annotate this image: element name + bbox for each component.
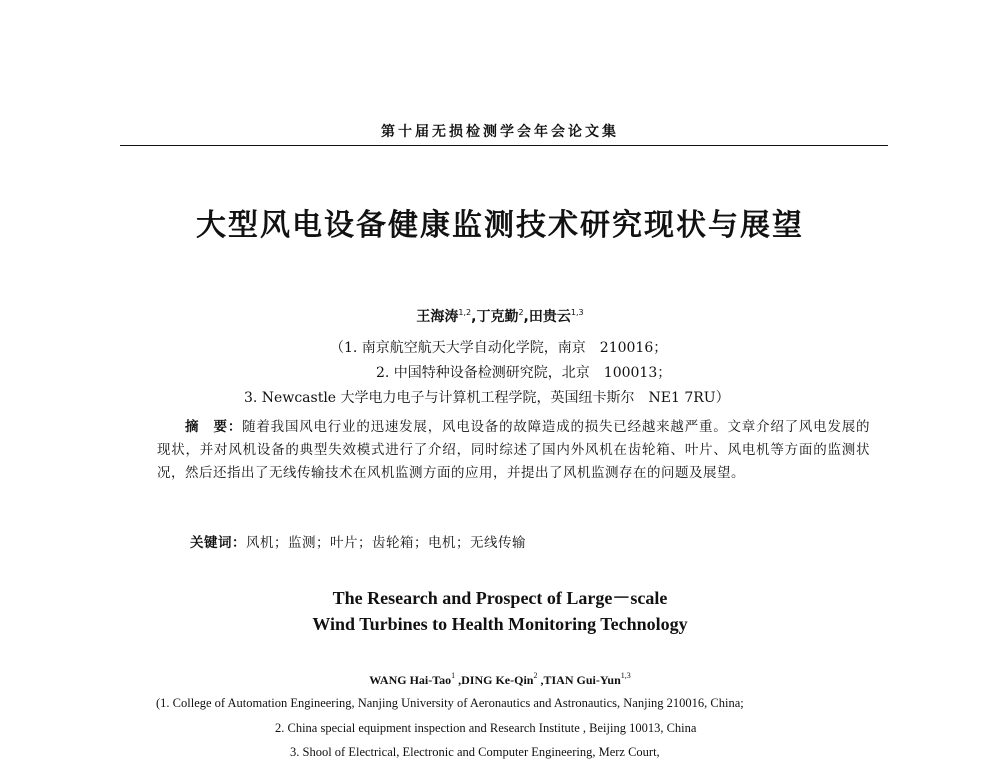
affiliation-en: 2. China special equipment inspection and Research Institute , Beijing 10013, China bbox=[275, 721, 697, 735]
author-affiliation-mark: 2 bbox=[533, 671, 538, 680]
paper-title-cn: 大型风电设备健康监测技术研究现状与展望 bbox=[196, 208, 804, 243]
author-separator: , bbox=[537, 673, 544, 687]
paper-title-en-line-1: The Research and Prospect of Large－scale bbox=[332, 588, 668, 608]
author-affiliation-mark: 1,2 bbox=[458, 308, 472, 317]
author-name: TIAN Gui-Yun bbox=[543, 673, 621, 687]
author-affiliation-mark: 1,3 bbox=[570, 308, 584, 317]
abstract-cn bbox=[157, 416, 870, 485]
author-name: 王海涛 bbox=[416, 309, 459, 325]
author-name: WANG Hai-Tao bbox=[369, 673, 452, 687]
author-separator: , bbox=[523, 309, 529, 325]
author-affiliation-mark: 1 bbox=[451, 671, 456, 680]
running-head: 第十届无损检测学会年会论文集 bbox=[381, 124, 619, 140]
abstract-text: 随着我国风电行业的迅速发展，风电设备的故障造成的损失已经越来越严重。文章介绍了风电发展的现状，并对风机设备的典型失效模式进行了介绍，同时综述了国内外风机在齿轮箱、叶片、风电机等方面的监测状况，然后还指出了无线传输技术在风机监测方面的应用，并提出了风机监测存在的问题及展望。 bbox=[157, 419, 871, 481]
author-name: 田贵云 bbox=[528, 309, 571, 325]
author-list-en bbox=[0, 671, 1000, 688]
affiliation-cn: 3. Newcastle 大学电力电子与计算机工程学院，英国纽卡斯尔 NE1 7RU） bbox=[244, 390, 730, 406]
author-name: 丁克勤 bbox=[476, 309, 519, 325]
abstract-label: 摘 要： bbox=[185, 419, 243, 435]
keywords-cn bbox=[190, 531, 526, 551]
keywords-label: 关键词： bbox=[190, 535, 246, 551]
affiliation-cn: 2. 中国特种设备检测研究院，北京 100013； bbox=[376, 365, 672, 381]
author-list-cn bbox=[0, 306, 1000, 326]
affiliation-en: 3. Shool of Electrical, Electronic and Computer Engineering, Merz Court, bbox=[290, 745, 660, 759]
affiliation-en: (1. College of Automation Engineering, Nanjing University of Aeronautics and Astronautics, Nanjing 210016, China; bbox=[156, 696, 744, 710]
author-name: DING Ke-Qin bbox=[461, 673, 534, 687]
header-rule bbox=[120, 145, 888, 146]
author-affiliation-mark: 2 bbox=[518, 308, 524, 317]
affiliation-cn: （1. 南京航空航天大学自动化学院，南京 210016； bbox=[330, 340, 668, 356]
paper-title-en-line-2: Wind Turbines to Health Monitoring Technology bbox=[312, 614, 688, 634]
author-separator: , bbox=[455, 673, 462, 687]
author-affiliation-mark: 1,3 bbox=[620, 671, 631, 680]
author-separator: , bbox=[471, 309, 477, 325]
keywords-text: 风机；监测；叶片；齿轮箱；电机；无线传输 bbox=[246, 535, 526, 551]
